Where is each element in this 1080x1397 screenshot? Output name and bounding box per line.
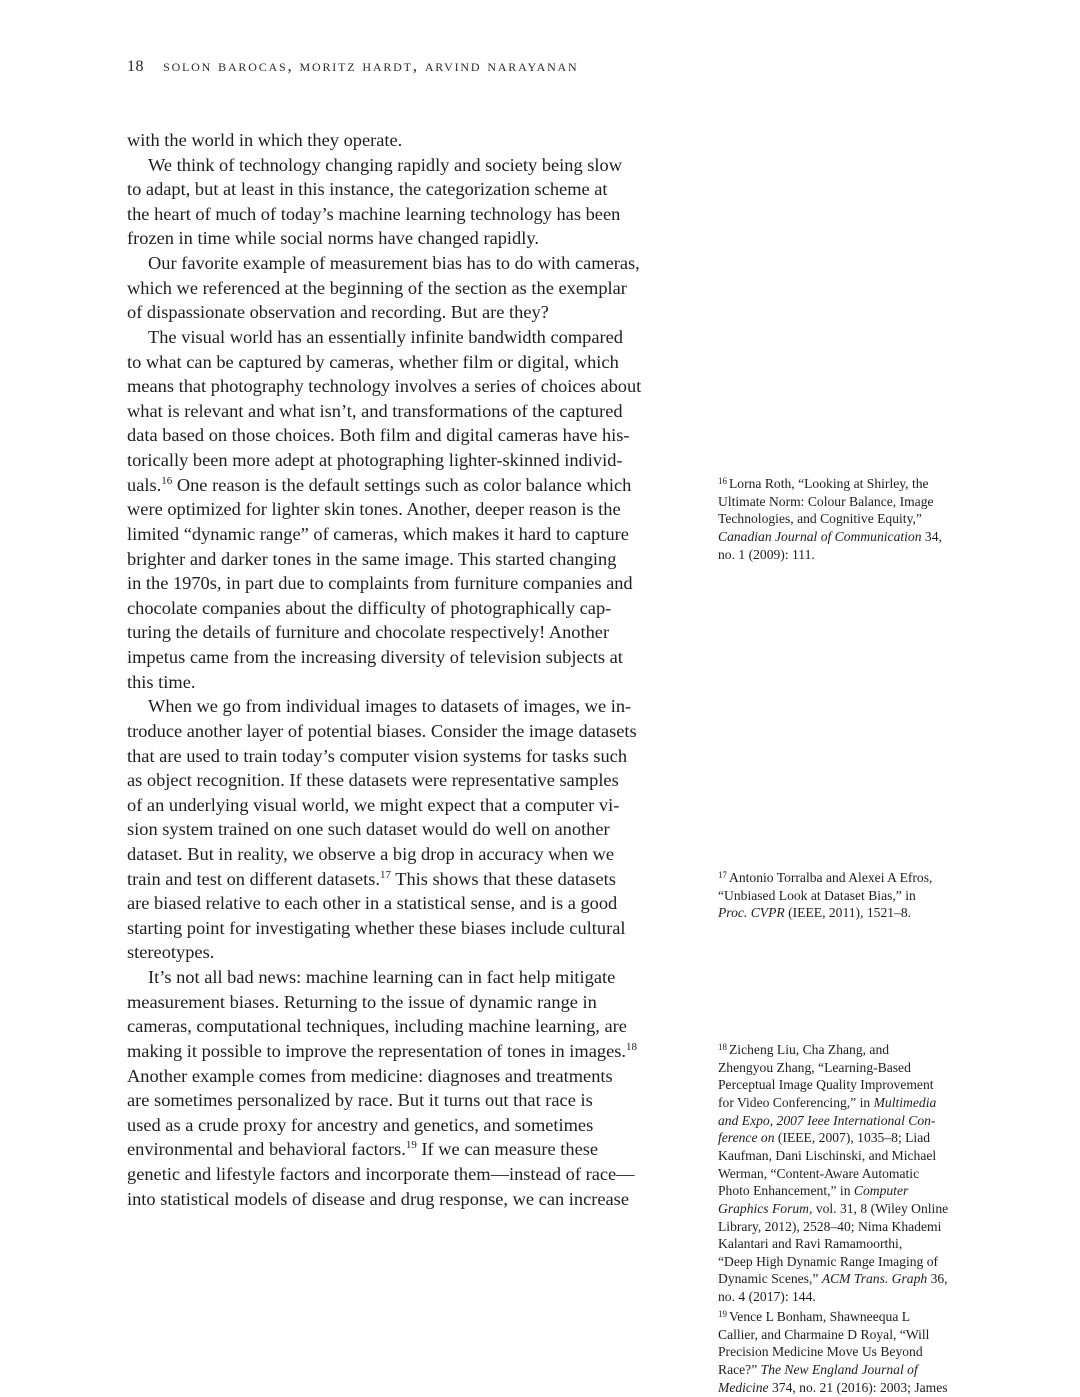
sidenote-line xyxy=(718,887,916,905)
body-text-line xyxy=(148,694,631,719)
body-text: Our favorite example of measurement bias has to do with cameras, xyxy=(148,253,640,274)
sidenote-text: Callier, and Charmaine D Royal, “Will xyxy=(718,1326,930,1342)
sidenote-line xyxy=(718,528,942,546)
body-text: measurement biases. Returning to the issue of dynamic range in xyxy=(127,991,597,1012)
body-text: train and test on different datasets. xyxy=(127,868,380,889)
sidenote-title-italic: and Expo, 2007 Ieee International Con- xyxy=(718,1112,936,1128)
body-text: to what can be captured by cameras, whether film or digital, which xyxy=(127,351,619,372)
body-text: If we can measure these xyxy=(416,1139,599,1160)
body-text: sion system trained on one such dataset would do well on another xyxy=(127,819,610,840)
body-text: uals. xyxy=(127,474,162,495)
sidenote-text: 36, xyxy=(927,1271,948,1287)
sidenote-text: Photo Enhancement,” in xyxy=(718,1183,854,1199)
body-text-line xyxy=(127,1014,627,1039)
body-text-line xyxy=(127,793,619,818)
body-text: chocolate companies about the difficulty of photographically cap- xyxy=(127,597,612,618)
sidenote-line xyxy=(718,493,934,511)
body-text-line xyxy=(127,867,616,892)
body-text: troduce another layer of potential biases. Consider the image datasets xyxy=(127,720,637,741)
body-text: stereotypes. xyxy=(127,942,215,963)
sidenote-title-italic: ACM Trans. Graph xyxy=(821,1271,928,1287)
body-text-line xyxy=(127,1088,593,1113)
body-text: cameras, computational techniques, including machine learning, are xyxy=(127,1016,627,1037)
sidenote-text: Zicheng Liu, Cha Zhang, and xyxy=(729,1042,890,1057)
body-text: what is relevant and what isn’t, and transformations of the captured xyxy=(127,400,623,421)
body-text: were optimized for lighter skin tones. Another, deeper reason is the xyxy=(127,499,621,520)
body-text-line xyxy=(127,547,616,572)
body-text: brighter and darker tones in the same image. This started changing xyxy=(127,548,617,569)
body-text: One reason is the default settings such as color balance which xyxy=(172,474,632,495)
body-text-line xyxy=(127,276,627,301)
footnote-reference[interactable]: 17 xyxy=(379,868,391,881)
sidenote-text: no. 4 (2017): 144. xyxy=(718,1289,816,1305)
body-text-line xyxy=(127,202,620,227)
sidenote-title-italic: Graphics Forum xyxy=(718,1200,810,1216)
body-text-line xyxy=(127,1187,629,1212)
sidenote-title-italic: Multimedia xyxy=(873,1094,937,1110)
body-text-line xyxy=(127,719,637,744)
sidenote-text: (IEEE, 2011), 1521–8. xyxy=(784,905,912,921)
body-text: into statistical models of disease and drug response, we can increase xyxy=(127,1188,630,1209)
body-text-line xyxy=(148,965,615,990)
body-text: dataset. But in reality, we observe a big drop in accuracy when we xyxy=(127,843,615,864)
body-text: data based on those choices. Both film and digital cameras have his- xyxy=(127,425,630,446)
body-text-line xyxy=(127,1039,637,1064)
body-text: making it possible to improve the representation of tones in images. xyxy=(127,1040,626,1061)
sidenote-number: 16 xyxy=(718,476,727,486)
sidenote-text: 34, xyxy=(921,528,942,544)
body-text-line xyxy=(127,1162,635,1187)
sidenote-line xyxy=(718,869,932,887)
page-number: 18 xyxy=(127,58,144,75)
sidenote-line xyxy=(718,1165,919,1183)
body-text-line xyxy=(127,128,402,153)
body-text-line xyxy=(127,596,611,621)
running-header-authors: solon barocas, moritz hardt, arvind narayanan xyxy=(163,56,579,75)
body-text: This shows that these datasets xyxy=(390,868,616,889)
sidenote-line xyxy=(718,904,911,922)
body-text-line xyxy=(127,891,617,916)
body-text: frozen in time while social norms have changed rapidly. xyxy=(127,228,539,249)
body-text: used as a crude proxy for ancestry and genetics, and sometimes xyxy=(127,1114,594,1135)
body-text-line xyxy=(127,744,627,769)
body-text-line xyxy=(127,1064,613,1089)
sidenote-line xyxy=(718,1041,889,1059)
body-text: It’s not all bad news: machine learning can in fact help mitigate xyxy=(148,967,616,988)
body-text-line xyxy=(127,497,621,522)
sidenote-title-italic: Computer xyxy=(853,1183,909,1199)
body-text-line xyxy=(127,374,641,399)
body-text: are biased relative to each other in a statistical sense, and is a good xyxy=(127,893,618,914)
sidenote-text: “Unbiased Look at Dataset Bias,” in xyxy=(718,887,916,903)
body-text: of dispassionate observation and recording. But are they? xyxy=(127,302,549,323)
body-text-line xyxy=(127,990,597,1015)
body-text: with the world in which they operate. xyxy=(127,130,403,150)
body-text-line xyxy=(148,325,623,350)
sidenote-text: Race?” xyxy=(718,1361,761,1377)
body-text-line xyxy=(127,1113,593,1138)
body-text-line xyxy=(127,916,625,941)
body-text: We think of technology changing rapidly and society being slow xyxy=(148,154,623,175)
sidenote-line xyxy=(718,1200,948,1218)
body-text-line xyxy=(127,768,619,793)
sidenote-line xyxy=(718,475,929,493)
sidenote-line xyxy=(718,510,922,528)
sidenote-number: 19 xyxy=(718,1309,727,1319)
body-text: in the 1970s, in part due to complaints from furniture companies and xyxy=(127,573,633,594)
body-text-line xyxy=(148,153,622,178)
sidenote-line xyxy=(718,1218,941,1236)
body-text: the heart of much of today’s machine learning technology has been xyxy=(127,203,621,224)
body-text-line xyxy=(127,448,623,473)
sidenote-line xyxy=(718,1059,911,1077)
footnote-reference[interactable]: 16 xyxy=(161,474,173,487)
footnote-reference[interactable]: 18 xyxy=(626,1040,637,1053)
body-text: are sometimes personalized by race. But it turns out that race is xyxy=(127,1090,593,1111)
sidenote-line xyxy=(718,1308,910,1326)
sidenote-line xyxy=(718,1076,934,1094)
sidenote-title-italic: The New England Journal of xyxy=(760,1361,918,1377)
body-text-line xyxy=(127,842,614,867)
sidenote-number: 18 xyxy=(718,1042,727,1052)
body-text-line xyxy=(127,399,623,424)
body-text-line xyxy=(127,300,549,325)
body-text: impetus came from the increasing diversity of television subjects at xyxy=(127,647,623,668)
sidenote-line xyxy=(718,1288,816,1306)
sidenote-line xyxy=(718,1343,923,1361)
body-text: limited “dynamic range” of cameras, which makes it hard to capture xyxy=(127,523,629,544)
sidenote-title-italic: ference on xyxy=(718,1130,775,1146)
body-text: to adapt, but at least in this instance, the categorization scheme at xyxy=(127,179,608,200)
body-text-line xyxy=(148,251,640,276)
footnote-reference[interactable]: 19 xyxy=(405,1139,417,1152)
body-text-line xyxy=(127,522,629,547)
sidenote-text: , vol. 31, 8 (Wiley Online xyxy=(809,1200,949,1216)
sidenote-text: (IEEE, 2007), 1035–8; Liad xyxy=(774,1130,931,1146)
body-text-line xyxy=(127,571,633,596)
body-text: which we referenced at the beginning of the section as the exemplar xyxy=(127,277,627,298)
body-text-line xyxy=(127,473,631,498)
body-text: turing the details of furniture and chocolate respectively! Another xyxy=(127,622,610,643)
sidenote-text: for Video Conferencing,” in xyxy=(718,1094,874,1110)
body-text-line xyxy=(127,620,609,645)
sidenote-text: Zhengyou Zhang, “Learning-Based xyxy=(718,1059,911,1075)
body-text-line xyxy=(127,350,619,375)
sidenote-text: Vence L Bonham, Shawneequa L xyxy=(729,1309,911,1324)
body-text: genetic and lifestyle factors and incorporate them—instead of race— xyxy=(127,1164,635,1185)
sidenote-number: 17 xyxy=(718,870,727,880)
sidenote-text: Kaufman, Dani Lischinski, and Michael xyxy=(718,1147,937,1163)
running-header xyxy=(127,56,578,76)
sidenote-text: Perceptual Image Quality Improvement xyxy=(718,1077,934,1093)
body-text-line xyxy=(127,1137,598,1162)
body-text-line xyxy=(127,940,214,965)
body-text: this time. xyxy=(127,671,196,692)
body-text: that are used to train today’s computer vision systems for tasks such xyxy=(127,745,628,766)
sidenote-line xyxy=(718,1270,948,1288)
body-text: Another example comes from medicine: diagnoses and treatments xyxy=(127,1065,613,1086)
sidenote-line xyxy=(718,1112,935,1130)
body-text-line xyxy=(127,226,539,251)
sidenote-line xyxy=(718,1253,938,1271)
body-text-line xyxy=(127,423,630,448)
body-text: The visual world has an essentially infinite bandwidth compared xyxy=(148,326,623,347)
body-text-line xyxy=(127,670,195,695)
sidenote-text: Library, 2012), 2528–40; Nima Khademi xyxy=(718,1218,942,1234)
sidenote-line xyxy=(718,1094,936,1112)
sidenote-text: Technologies, and Cognitive Equity,” xyxy=(718,511,922,527)
sidenote-title-italic: Proc. CVPR xyxy=(718,905,785,921)
body-text: means that photography technology involves a series of choices about xyxy=(127,376,642,397)
body-text: as object recognition. If these datasets were representative samples xyxy=(127,770,619,791)
sidenote-title-italic: Medicine xyxy=(718,1379,769,1395)
sidenote-line xyxy=(718,1182,908,1200)
sidenote-text: Kalantari and Ravi Ramamoorthi, xyxy=(718,1236,903,1252)
body-text: starting point for investigating whether these biases include cultural xyxy=(127,917,626,938)
body-text-line xyxy=(127,645,623,670)
body-text: environmental and behavioral factors. xyxy=(127,1139,406,1160)
body-text: When we go from individual images to datasets of images, we in- xyxy=(148,696,632,717)
sidenote-text: Werman, “Content-Aware Automatic xyxy=(718,1165,920,1181)
sidenote-text: “Deep High Dynamic Range Imaging of xyxy=(718,1253,939,1269)
sidenote-line xyxy=(718,1235,902,1253)
sidenote-line xyxy=(718,1147,936,1165)
sidenote-title-italic: Canadian Journal of Communication xyxy=(718,528,922,544)
sidenote-line xyxy=(718,1129,930,1147)
body-text: torically been more adept at photographing lighter-skinned individ- xyxy=(127,450,623,471)
sidenote-line xyxy=(718,1326,929,1344)
sidenote-text: Ultimate Norm: Colour Balance, Image xyxy=(718,493,934,509)
sidenote-text: Antonio Torralba and Alexei A Efros, xyxy=(729,870,933,885)
body-text-line xyxy=(127,177,608,202)
sidenote-text: 374, no. 21 (2016): 2003; James xyxy=(768,1379,948,1395)
body-text: of an underlying visual world, we might expect that a computer vi- xyxy=(127,794,620,815)
sidenote-text: Dynamic Scenes,” xyxy=(718,1271,822,1287)
body-text-line xyxy=(127,817,610,842)
sidenote-text: Precision Medicine Move Us Beyond xyxy=(718,1344,923,1360)
sidenote-line xyxy=(718,1379,948,1397)
sidenote-line xyxy=(718,1361,918,1379)
sidenote-text: no. 1 (2009): 111. xyxy=(718,546,815,562)
sidenote-text: Lorna Roth, “Looking at Shirley, the xyxy=(729,476,929,491)
sidenote-line xyxy=(718,546,815,564)
